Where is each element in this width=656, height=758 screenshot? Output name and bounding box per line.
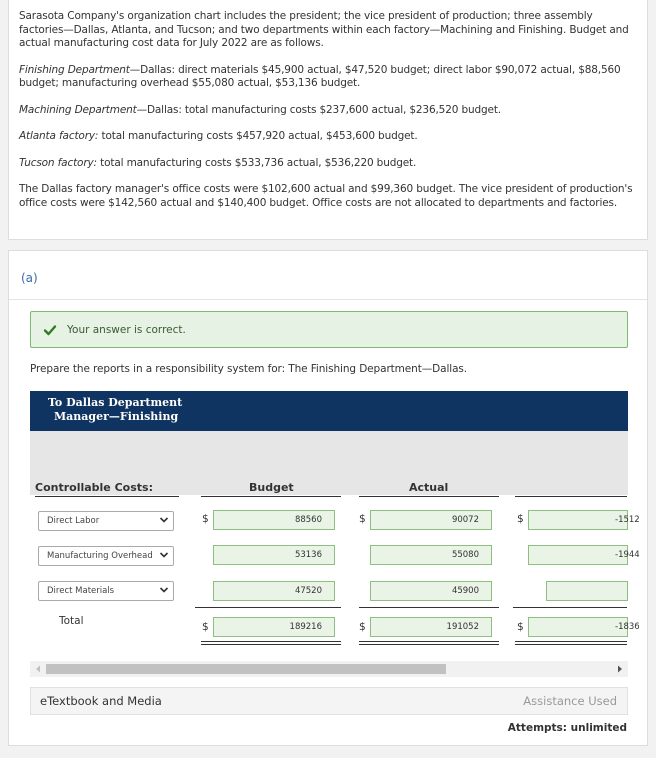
total-double-rule-budget-2 (201, 644, 341, 645)
total-double-rule-difference-2 (515, 644, 627, 645)
assistance-used-label: Assistance Used (523, 694, 617, 708)
budget-input-2[interactable]: 53136 (213, 545, 335, 565)
difference-input-2[interactable]: -1944 (528, 545, 628, 565)
difference-input-3[interactable] (546, 581, 628, 601)
total-label: Total (59, 615, 84, 627)
part-label: (a) (21, 271, 38, 285)
cost-item-value-2: Manufacturing Overhead (47, 551, 153, 561)
cost-item-select-2[interactable] (38, 546, 174, 566)
report-title-line-1: To Dallas Department (48, 396, 183, 409)
checkmark-icon (43, 323, 57, 337)
currency-symbol: $ (359, 513, 366, 525)
subtotal-rule-difference (513, 607, 627, 608)
cost-item-select-1[interactable] (38, 511, 174, 531)
difference-total-input[interactable]: -1836 (528, 617, 628, 637)
actual-input-3[interactable]: 45900 (370, 581, 492, 601)
machining-label: Machining Department (19, 103, 137, 116)
difference-header-underline (515, 496, 627, 497)
budget-header: Budget (249, 481, 294, 494)
total-double-rule-actual-1 (359, 641, 499, 642)
atlanta-label: Atlanta factory: (19, 130, 99, 142)
scrollbar-thumb[interactable] (46, 664, 446, 674)
question-prompt: Prepare the reports in a responsibility system for: The Finishing Department—Dallas. (30, 363, 468, 375)
currency-symbol: $ (202, 621, 209, 633)
finishing-text: —Dallas: direct materials $45,900 actual, $47,520 budget; direct labor $90,072 actual, $88,560 budget; manufacturing overhead $55,080 actual, $53,136 budget. (19, 63, 621, 89)
scroll-right-arrow-icon[interactable] (615, 664, 625, 674)
atlanta-data (19, 130, 637, 144)
resources-bar (30, 687, 628, 715)
chevron-down-icon (159, 550, 169, 560)
problem-statement (8, 0, 648, 240)
scroll-left-arrow-icon[interactable] (33, 664, 43, 674)
budget-total-input[interactable]: 189216 (213, 617, 335, 637)
actual-header-underline (359, 496, 499, 497)
actual-header: Actual (409, 481, 449, 494)
chevron-down-icon (159, 585, 169, 595)
subtotal-rule-actual (359, 607, 499, 608)
actual-input-2[interactable]: 55080 (370, 545, 492, 565)
currency-symbol: $ (202, 513, 209, 525)
total-double-rule-difference-1 (515, 641, 627, 642)
currency-symbol: $ (517, 513, 524, 525)
office-data: The Dallas factory manager's office costs were $102,600 actual and $99,360 budget. The vice president of production's office costs were $142,560 actual and $140,400 budget. Office costs are not allocated to departments and factories. (19, 183, 633, 209)
subtotal-rule-budget (195, 607, 341, 608)
cost-item-value-1: Direct Labor (47, 516, 100, 526)
machining-data (19, 104, 637, 118)
correct-feedback-banner (30, 311, 628, 348)
report-title-line-2: Manager—Finishing (54, 410, 179, 423)
part-a-panel (8, 250, 648, 746)
controllable-costs-header: Controllable Costs: (35, 481, 153, 494)
problem-intro: Sarasota Company's organization chart includes the president; the vice president of production; three assembly factories—Dallas, Atlanta, and Tucson; and two departments within each factory—Machining and Finishing. Budget and actual manufacturing cost data for July 2022 are as follows. (19, 10, 629, 49)
horizontal-scrollbar[interactable] (30, 661, 628, 677)
currency-symbol: $ (517, 621, 524, 633)
controllable-header-underline (35, 496, 179, 497)
tucson-text: total manufacturing costs $533,736 actual, $536,220 budget. (96, 156, 417, 169)
atlanta-text: total manufacturing costs $457,920 actual, $453,600 budget. (98, 130, 418, 142)
part-divider (9, 299, 647, 300)
cost-item-value-3: Direct Materials (47, 586, 115, 596)
total-double-rule-budget-1 (201, 641, 341, 642)
feedback-text: Your answer is correct. (67, 323, 186, 336)
budget-input-1[interactable]: 88560 (213, 510, 335, 530)
machining-text: —Dallas: total manufacturing costs $237,600 actual, $236,520 budget. (136, 103, 501, 116)
currency-symbol: $ (359, 621, 366, 633)
finishing-label: Finishing Department (19, 63, 130, 76)
report-header (30, 391, 628, 431)
actual-total-input[interactable]: 191052 (370, 617, 492, 637)
total-double-rule-actual-2 (359, 644, 499, 645)
cost-item-select-3[interactable] (38, 581, 174, 601)
finishing-data (19, 64, 637, 91)
attempts-label: Attempts: unlimited (507, 722, 627, 734)
tucson-label: Tucson factory: (19, 156, 97, 169)
budget-header-underline (201, 496, 341, 497)
difference-input-1[interactable]: -1512 (528, 510, 628, 530)
etextbook-link[interactable]: eTextbook and Media (40, 694, 162, 708)
chevron-down-icon (159, 515, 169, 525)
budget-input-3[interactable]: 47520 (213, 581, 335, 601)
actual-input-1[interactable]: 90072 (370, 510, 492, 530)
tucson-data (19, 157, 637, 171)
